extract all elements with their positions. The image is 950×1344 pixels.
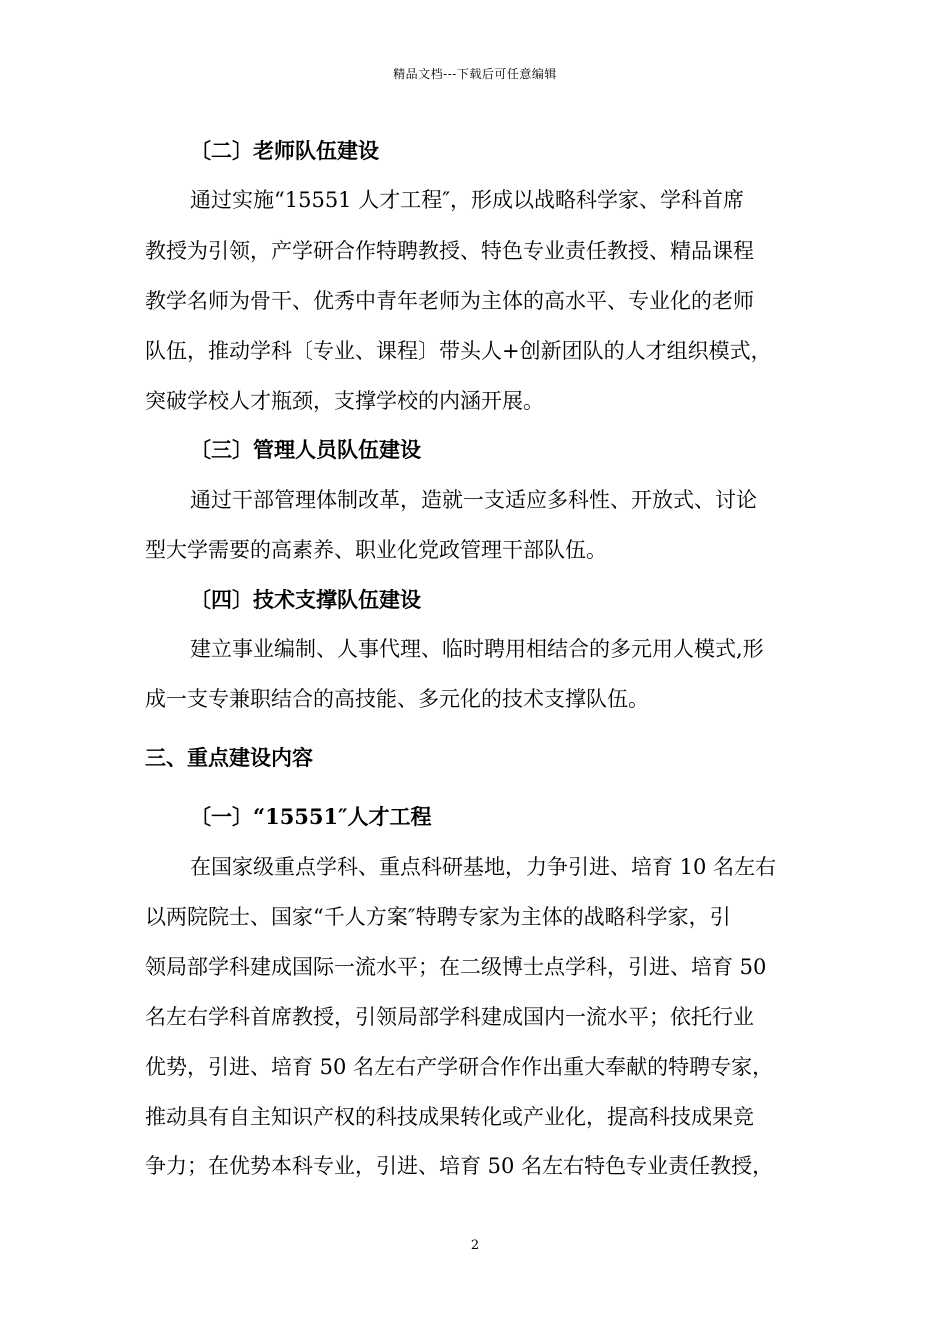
paragraph-line: 优势，引进、培育 50 名左右产学研合作作出重大奉献的特聘专家， [145,1055,774,1079]
paragraph-line: 队伍，推动学科〔专业、课程〕带头人+创新团队的人才组织模式， [145,339,772,363]
chapter-heading-key-content: 三、重点建设内容 [145,745,313,770]
paragraph-line: 在国家级重点学科、重点科研基地，力争引进、培育 10 名左右 [190,855,777,879]
paragraph-line: 建立事业编制、人事代理、临时聘用相结合的多元用人模式,形 [190,637,764,661]
section-heading-management: 〔三〕管理人员队伍建设 [190,437,421,462]
paragraph-line: 领局部学科建成国际一流水平；在二级博士点学科，引进、培育 50 [145,955,767,979]
paragraph-line: 突破学校人才瓶颈，支撑学校的内涵开展。 [145,389,544,413]
section-heading-technical: 〔四〕技术支撑队伍建设 [190,587,421,612]
paragraph-line: 通过干部管理体制改革，造就一支适应多科性、开放式、讨论 [190,488,757,512]
section-heading-teacher: 〔二〕老师队伍建设 [190,138,379,163]
paragraph-line: 教授为引领，产学研合作特聘教授、特色专业责任教授、精品课程 [145,239,754,263]
paragraph-line: 成一支专兼职结合的高技能、多元化的技术支撑队伍。 [145,687,649,711]
paragraph-line: 名左右学科首席教授，引领局部学科建成国内一流水平；依托行业 [145,1005,754,1029]
paragraph-line: 教学名师为骨干、优秀中青年老师为主体的高水平、专业化的老师 [145,289,754,313]
paragraph-line: 推动具有自主知识产权的科技成果转化或产业化，提高科技成果竞 [145,1105,754,1129]
section-heading-talent: 〔一〕“15551″人才工程 [190,804,432,829]
paragraph-line: 型大学需要的高素养、职业化党政管理干部队伍。 [145,538,607,562]
paragraph-line: 通过实施“15551 人才工程″，形成以战略科学家、学科首席 [190,188,745,212]
page-number: 2 [470,1238,480,1253]
paragraph-line: 以两院院士、国家“千人方案″特聘专家为主体的战略科学家，引 [145,905,731,929]
paragraph-line: 争力；在优势本科专业，引进、培育 50 名左右特色专业责任教授， [145,1154,774,1178]
page-header: 精品文档---下载后可任意编辑 [393,67,557,81]
